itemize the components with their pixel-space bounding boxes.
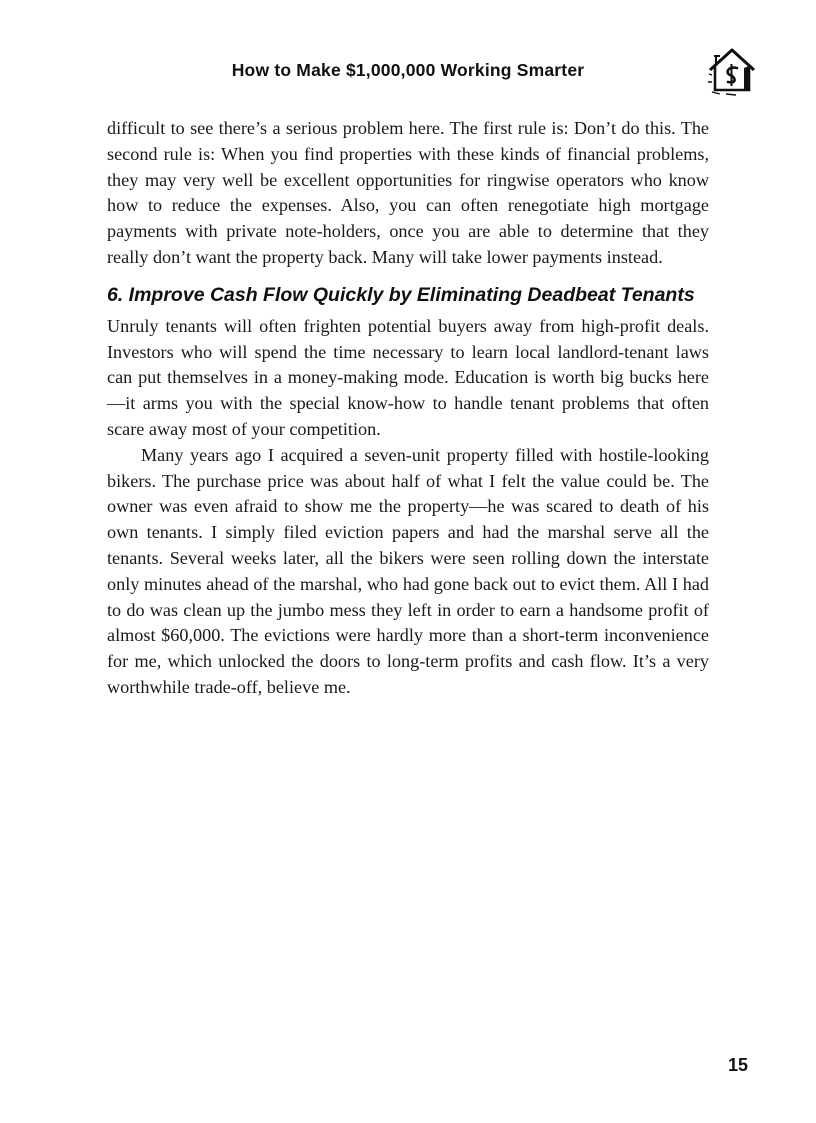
page-number: 15 (728, 1055, 749, 1075)
continued-paragraph: difficult to see there’s a serious problem here. The first rule is: Don’t do this. The second rule is: When you find properties with these kinds of financial problems, they may very well be excellent opportunities for ringwise operators who know how to reduce the expenses. Also, you can often renegotiate high mortgage payments with private note-holders, once you are able to determine that they really don’t want the property back. Many will take lower payments instead. (107, 118, 709, 267)
section-heading: 6. Improve Cash Flow Quickly by Eliminating Deadbeat Tenants (107, 283, 695, 306)
body-paragraph-1: Unruly tenants will often frighten potential buyers away from high-profit deals. Investors who will spend the time necessary to learn local landlord-tenant laws can put themselves in a money-making mode. Education is worth big bucks here—it arms you with the special know-how to handle tenant problems that often scare away most of your competition. (107, 315, 709, 439)
house-with-dollar-icon (706, 44, 758, 100)
body-paragraph-2: Many years ago I acquired a seven-unit property filled with hostile-looking bikers. The purchase price was about half of what I felt the value could be. The owner was even afraid to show me the property—he was scared to death of his own tenants. I simply filed eviction papers and had the marshal serve all the tenants. Several weeks later, all the bikers were seen rolling down the interstate only minutes ahead of the marshal, who had gone back out to evict them. All I had to do was clean up the jumbo mess they left in order to earn a handsome profit of almost $60,000. The evictions were hardly more than a short-term inconvenience for me, which unlocked the doors to long-term profits and cash flow. It’s a very worthwhile trade-off, believe me. (107, 444, 709, 697)
running-head-title: How to Make $1,000,000 Working Smarter (231, 60, 585, 80)
page-body (107, 116, 709, 701)
